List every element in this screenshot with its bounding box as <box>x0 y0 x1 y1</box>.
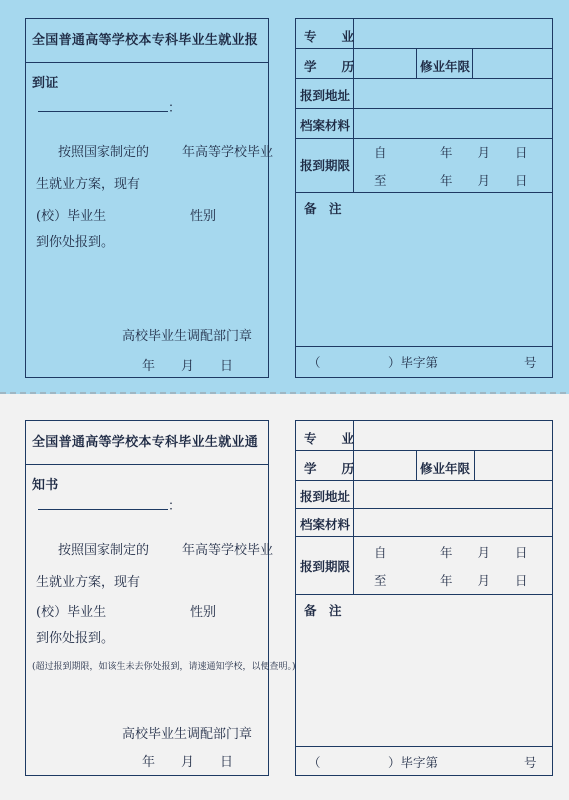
issue-date: 年 月 日 <box>142 755 234 770</box>
period-to: 至 <box>374 173 387 188</box>
body-line-4: 到你处报到。 <box>36 235 115 250</box>
period-from-date: 年 月 日 <box>440 545 528 560</box>
label-archive: 档案材料 <box>300 118 351 133</box>
years-divider-left <box>416 450 417 480</box>
certificate-left-panel <box>25 18 274 378</box>
years-divider-right <box>474 450 475 480</box>
label-report-period: 报到期限 <box>300 158 351 173</box>
notice-title: 全国普通高等学校本专科毕业生就业通知书 <box>26 421 268 465</box>
footer-paren: （ <box>308 755 321 770</box>
years-divider-left <box>416 48 417 78</box>
recipient-blank <box>38 509 168 510</box>
footer-serial: ）毕字第 <box>388 355 439 370</box>
label-study-years: 修业年限 <box>420 59 471 74</box>
label-report-period: 报到期限 <box>300 559 351 574</box>
body-line-1: 按照国家制定的 <box>58 543 150 558</box>
deadline-note: (超过报到期限，如该生未去你处报到，请速通知学校，以便查明。) <box>32 662 296 672</box>
certificate-right-panel <box>295 18 553 378</box>
row-divider <box>296 480 552 481</box>
period-from-date: 年 月 日 <box>440 145 528 160</box>
years-divider-right <box>472 48 473 78</box>
certificate-title: 全国普通高等学校本专科毕业生就业报到证 <box>26 19 268 63</box>
recipient-colon: ： <box>168 101 182 116</box>
period-to-date: 年 月 日 <box>440 173 528 188</box>
body-line-2: 生就业方案，现有 <box>36 177 141 192</box>
body-line-3b: 性别 <box>190 605 217 620</box>
label-major: 专 业 <box>304 431 355 446</box>
label-remarks: 备 注 <box>304 201 342 216</box>
recipient-blank <box>38 111 168 112</box>
footer-number: 号 <box>524 755 537 770</box>
body-line-1b: 年高等学校毕业 <box>182 145 274 160</box>
body-line-1b: 年高等学校毕业 <box>182 543 274 558</box>
notice-left-panel <box>25 420 296 776</box>
row-divider <box>296 78 552 79</box>
label-report-address: 报到地址 <box>300 88 351 103</box>
body-line-3a: (校）毕业生 <box>36 209 107 224</box>
period-to-date: 年 月 日 <box>440 573 528 588</box>
row-divider <box>296 192 552 193</box>
label-study-years: 修业年限 <box>420 461 471 476</box>
period-from: 自 <box>374 145 387 160</box>
label-education: 学 历 <box>304 461 355 476</box>
label-remarks: 备 注 <box>304 603 342 618</box>
body-line-1: 按照国家制定的 <box>58 145 150 160</box>
footer-paren: （ <box>308 355 321 370</box>
recipient-colon: ： <box>168 499 182 514</box>
body-line-4: 到你处报到。 <box>36 631 115 646</box>
period-from: 自 <box>374 545 387 560</box>
label-archive: 档案材料 <box>300 517 351 532</box>
stamp-label: 高校毕业生调配部门章 <box>122 727 253 742</box>
label-report-address: 报到地址 <box>300 489 351 504</box>
body-line-3b: 性别 <box>190 209 217 224</box>
footer-serial: ）毕字第 <box>388 755 439 770</box>
body-line-3a: (校）毕业生 <box>36 605 107 620</box>
row-divider <box>296 346 552 347</box>
issue-date: 年 月 日 <box>142 359 234 374</box>
notice-right-panel <box>295 420 553 776</box>
footer-number: 号 <box>524 355 537 370</box>
row-divider <box>296 138 552 139</box>
row-divider <box>296 108 552 109</box>
label-major: 专 业 <box>304 29 355 44</box>
report-certificate-sheet <box>0 0 569 394</box>
row-divider <box>296 536 552 537</box>
row-divider <box>296 746 552 747</box>
label-education: 学 历 <box>304 59 355 74</box>
row-divider <box>296 450 552 451</box>
employment-notice-sheet <box>0 394 569 800</box>
row-divider <box>296 594 552 595</box>
period-to: 至 <box>374 573 387 588</box>
stamp-label: 高校毕业生调配部门章 <box>122 329 253 344</box>
row-divider <box>296 508 552 509</box>
row-divider <box>296 48 552 49</box>
body-line-2: 生就业方案，现有 <box>36 575 141 590</box>
